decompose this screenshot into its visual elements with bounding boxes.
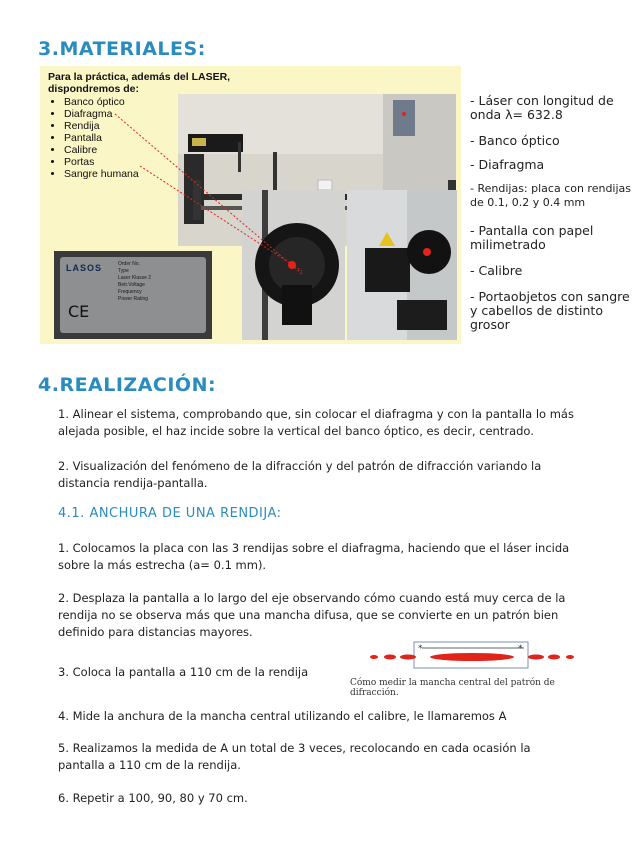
- materials-panel: [40, 66, 461, 344]
- label-row: Frequency: [118, 289, 142, 295]
- realizacion-step: 1. Alinear el sistema, comprobando que, sin colocar el diafragma y con la pantalla lo más alejada posible, el haz incide sobre la vertical del banco óptico, es decir, centrado.: [58, 407, 574, 438]
- rendija-step: 6. Repetir a 100, 90, 80 y 70 cm.: [58, 791, 248, 805]
- panel-item: • Rendija: [64, 120, 194, 132]
- svg-text:*: *: [518, 644, 523, 654]
- panel-connector-lines: [40, 66, 461, 344]
- figure-caption: Cómo medir la mancha central del patrón de difracción.: [350, 678, 555, 698]
- svg-text:CE: CE: [68, 302, 90, 321]
- rendija-step: 5. Realizamos la medida de A un total de 3 veces, recolocando en cada ocasión la pantalla a 110 cm de la rendija.: [58, 741, 531, 772]
- panel-intro: Para la práctica, además del LASER, dispondremos de:: [48, 71, 231, 95]
- panel-item: • Portas: [64, 156, 194, 168]
- diffraction-pattern-diagram: [360, 638, 590, 678]
- panel-item: • Calibre: [64, 144, 194, 156]
- material-item: - Pantalla con papel milimetrado: [470, 223, 594, 252]
- section-3-title: 3.MATERIALES:: [38, 38, 206, 60]
- svg-text:*: *: [418, 644, 423, 654]
- material-item: - Banco óptico: [470, 133, 560, 148]
- label-row: Order No.: [118, 261, 140, 267]
- rendija-step: 3. Coloca la pantalla a 110 cm de la rendija: [58, 665, 309, 679]
- realizacion-step: 2. Visualización del fenómeno de la difracción y del patrón de difracción variando la distancia rendija-pantalla.: [58, 459, 542, 490]
- materials-handwritten-list: [470, 94, 636, 344]
- material-item: - Rendijas: placa con rendijas de 0.1, 0.2 y 0.4 mm: [470, 182, 632, 209]
- material-item: - Láser con longitud de onda λ= 632.8: [470, 93, 614, 122]
- diffraction-figure: [350, 638, 590, 698]
- panel-item: • Banco óptico: [64, 96, 194, 108]
- label-row: Laser Klasse 2: [118, 275, 152, 281]
- panel-item: • Diafragma: [64, 108, 194, 120]
- rendija-step: 1. Colocamos la placa con las 3 rendijas sobre el diafragma, haciendo que el láser incida sobre la más estrecha (a= 0.1 mm).: [58, 541, 570, 572]
- rendija-step: 4. Mide la anchura de la mancha central utilizando el calibre, le llamaremos A: [58, 709, 507, 723]
- material-item: - Calibre: [470, 263, 523, 278]
- label-row: Type: [118, 268, 129, 274]
- subsection-title: 4.1. ANCHURA DE UNA RENDIJA:: [58, 506, 282, 521]
- label-row: Power Rating: [118, 296, 149, 302]
- section-4-title: 4.REALIZACIÓN:: [38, 374, 217, 396]
- panel-item: • Sangre humana: [64, 168, 194, 180]
- rendija-step: 2. Desplaza la pantalla a lo largo del eje observando cómo cuando está muy cerca de la rendija no se observa más que una mancha difusa, que se convierte en un patrón bien definido para distancias mayores.: [58, 591, 566, 639]
- laser-brand: LASOS: [66, 263, 103, 273]
- material-item: - Diafragma: [470, 157, 545, 172]
- panel-item: • Pantalla: [64, 132, 194, 144]
- label-row: Betr.Voltage: [118, 282, 145, 288]
- material-item: - Portaobjetos con sangre y cabellos de distinto grosor: [470, 289, 630, 332]
